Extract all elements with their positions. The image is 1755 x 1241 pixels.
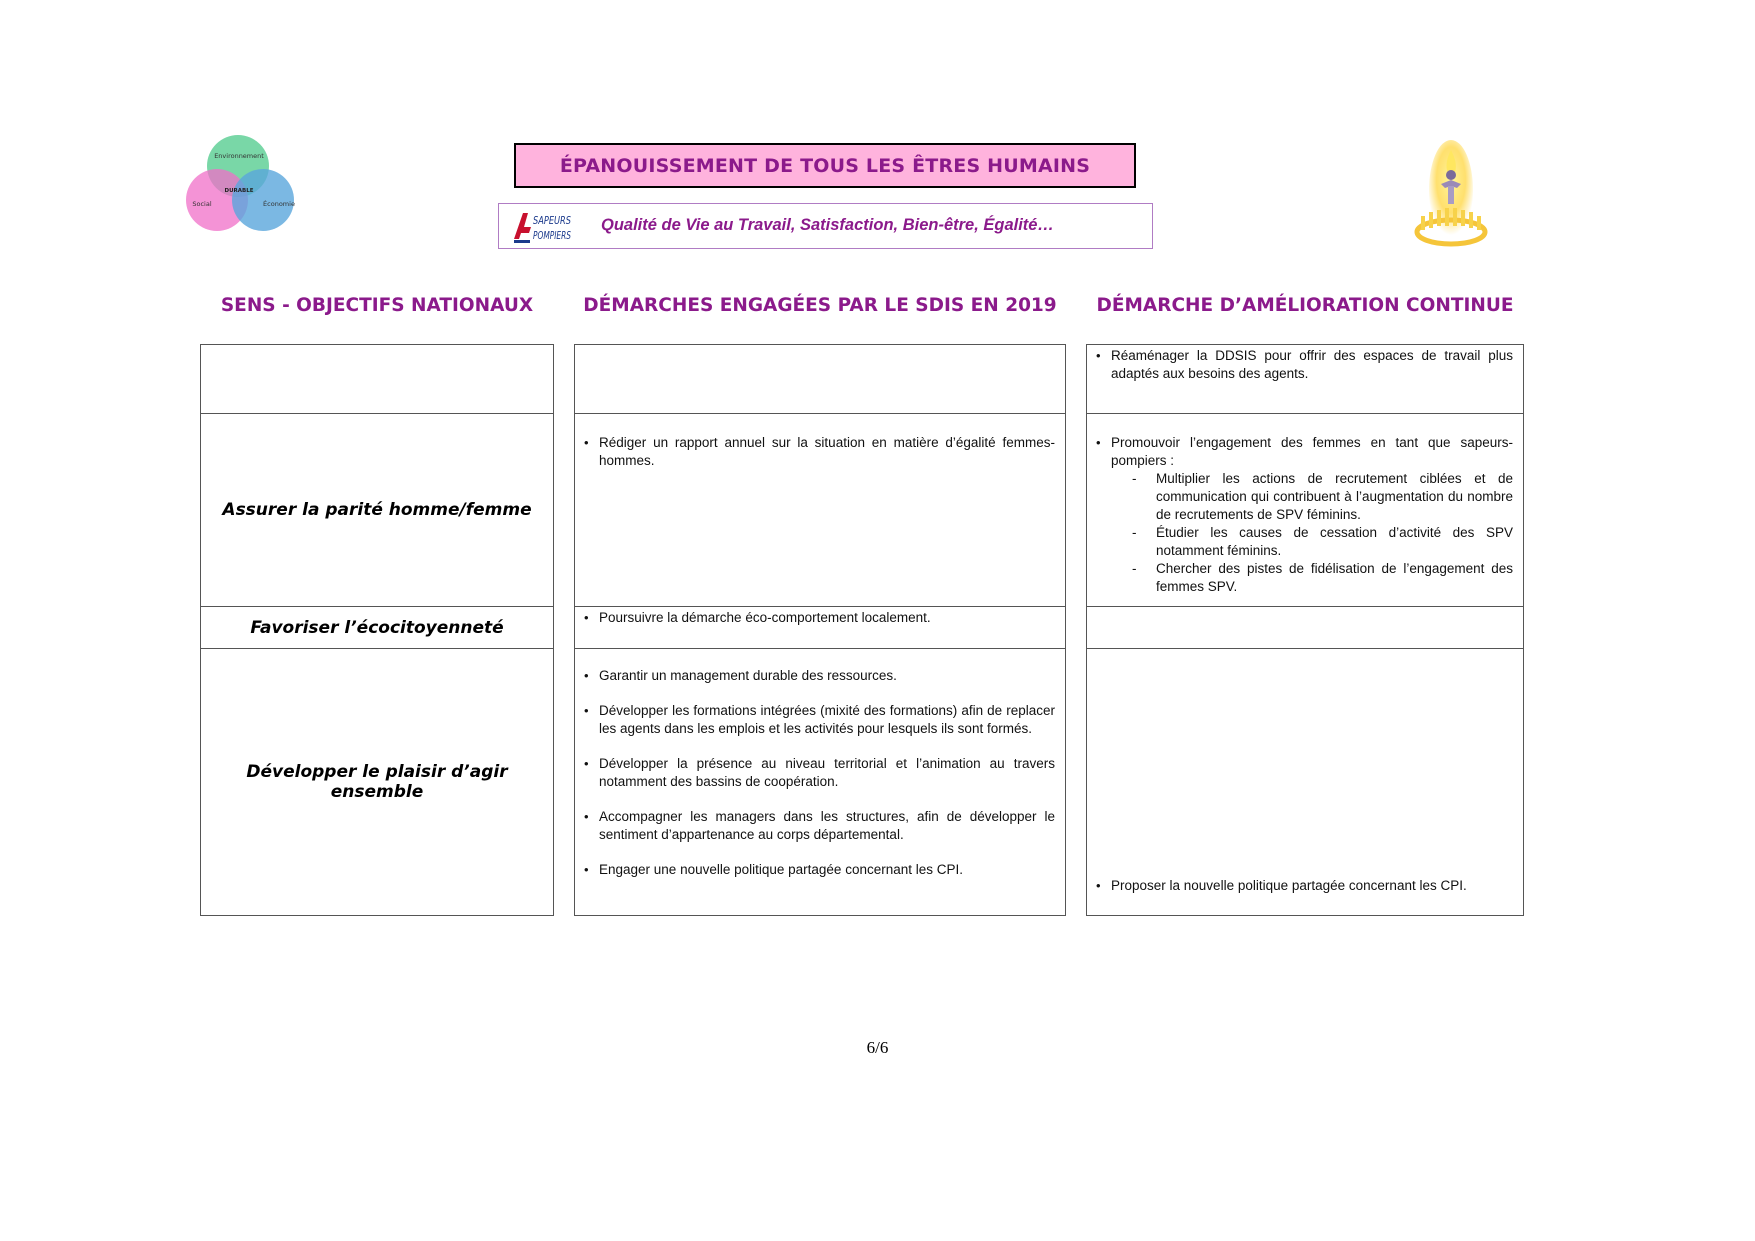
improvement-intro: Promouvoir l’engagement des femmes en tant que sapeurs-pompiers : [1111, 435, 1513, 468]
venn-diagram-logo [183, 134, 298, 236]
sapeurs-pompiers-logo [511, 209, 575, 245]
improvement-cell-workspace [1087, 345, 1524, 414]
list-item: • Développer les formations intégrées (mixité des formations) afin de replacer les agents dans les emplois et les activités pour lesquels ils sont formés. [599, 702, 1055, 738]
improvement-cell-empty [1087, 607, 1524, 649]
actions-cell-parity [575, 414, 1066, 607]
actions-table [574, 344, 1066, 916]
subtitle-banner [498, 203, 1153, 249]
venn-label-top: Environnement [214, 152, 264, 160]
objective-cell-parity: Assurer la parité homme/femme [201, 414, 554, 607]
objectives-table [200, 344, 554, 916]
sub-list-item: - Multiplier les actions de recrutement ciblées et de communication qui contribuent à l’augmentation du nombre de recrutements de SPV féminins. [1156, 470, 1513, 524]
list-item: • Rédiger un rapport annuel sur la situation en matière d’égalité femmes-hommes. [599, 434, 1055, 470]
venn-label-left: Social [192, 200, 212, 208]
page-number: 6/6 [866, 1038, 889, 1057]
list-item: • Accompagner les managers dans les structures, afin de développer le sentiment d’appartenance au corps départemental. [599, 808, 1055, 844]
actions-heading: DÉMARCHES ENGAGÉES PAR LE SDIS EN 2019 [583, 295, 1057, 316]
improvement-cell-parity [1087, 414, 1524, 607]
actions-cell-acting-together [575, 649, 1066, 916]
page-title-text: ÉPANOUISSEMENT DE TOUS LES ÊTRES HUMAINS [559, 154, 1091, 177]
subtitle-text: Qualité de Vie au Travail, Satisfaction, Bien-être, Égalité… [601, 216, 1054, 234]
list-item: • Réaménager la DDSIS pour offrir des espaces de travail plus adaptés aux besoins des agents. [1111, 347, 1513, 383]
improvement-cell-cpi [1087, 649, 1524, 916]
list-item: • Développer la présence au niveau territorial et l’animation au travers notamment des bassins de coopération. [599, 755, 1055, 791]
venn-label-right: Économie [263, 200, 295, 208]
list-item: • Proposer la nouvelle politique partagée concernant les CPI. [1111, 877, 1513, 895]
objective-cell [201, 345, 554, 414]
actions-cell-empty [575, 345, 1066, 414]
actions-cell-ecocitizenship [575, 607, 1066, 649]
page-title [514, 143, 1136, 188]
venn-label-center: DURABLE [224, 188, 254, 194]
improvement-table [1086, 344, 1524, 916]
list-item: • Garantir un management durable des ressources. [599, 667, 1055, 685]
list-item [1111, 434, 1513, 596]
objective-cell-ecocitizenship: Favoriser l’écocitoyenneté [201, 607, 554, 649]
sub-list-item: - Étudier les causes de cessation d’activité des SPV notamment féminins. [1156, 524, 1513, 560]
logo-text-line2: POMPIERS [533, 229, 572, 242]
logo-text-line1: SAPEURS [533, 214, 572, 227]
flame-figure-logo [1411, 140, 1491, 252]
objective-cell-acting-together: Développer le plaisir d’agir ensemble [201, 649, 554, 916]
sub-list-item: - Chercher des pistes de fidélisation de l’engagement des femmes SPV. [1156, 560, 1513, 596]
list-item: • Poursuivre la démarche éco-comportement localement. [599, 609, 1055, 627]
objectives-heading: SENS - OBJECTIFS NATIONAUX [220, 295, 534, 316]
list-item: • Engager une nouvelle politique partagée concernant les CPI. [599, 861, 1055, 879]
improvement-heading: DÉMARCHE D’AMÉLIORATION CONTINUE [1096, 295, 1514, 316]
